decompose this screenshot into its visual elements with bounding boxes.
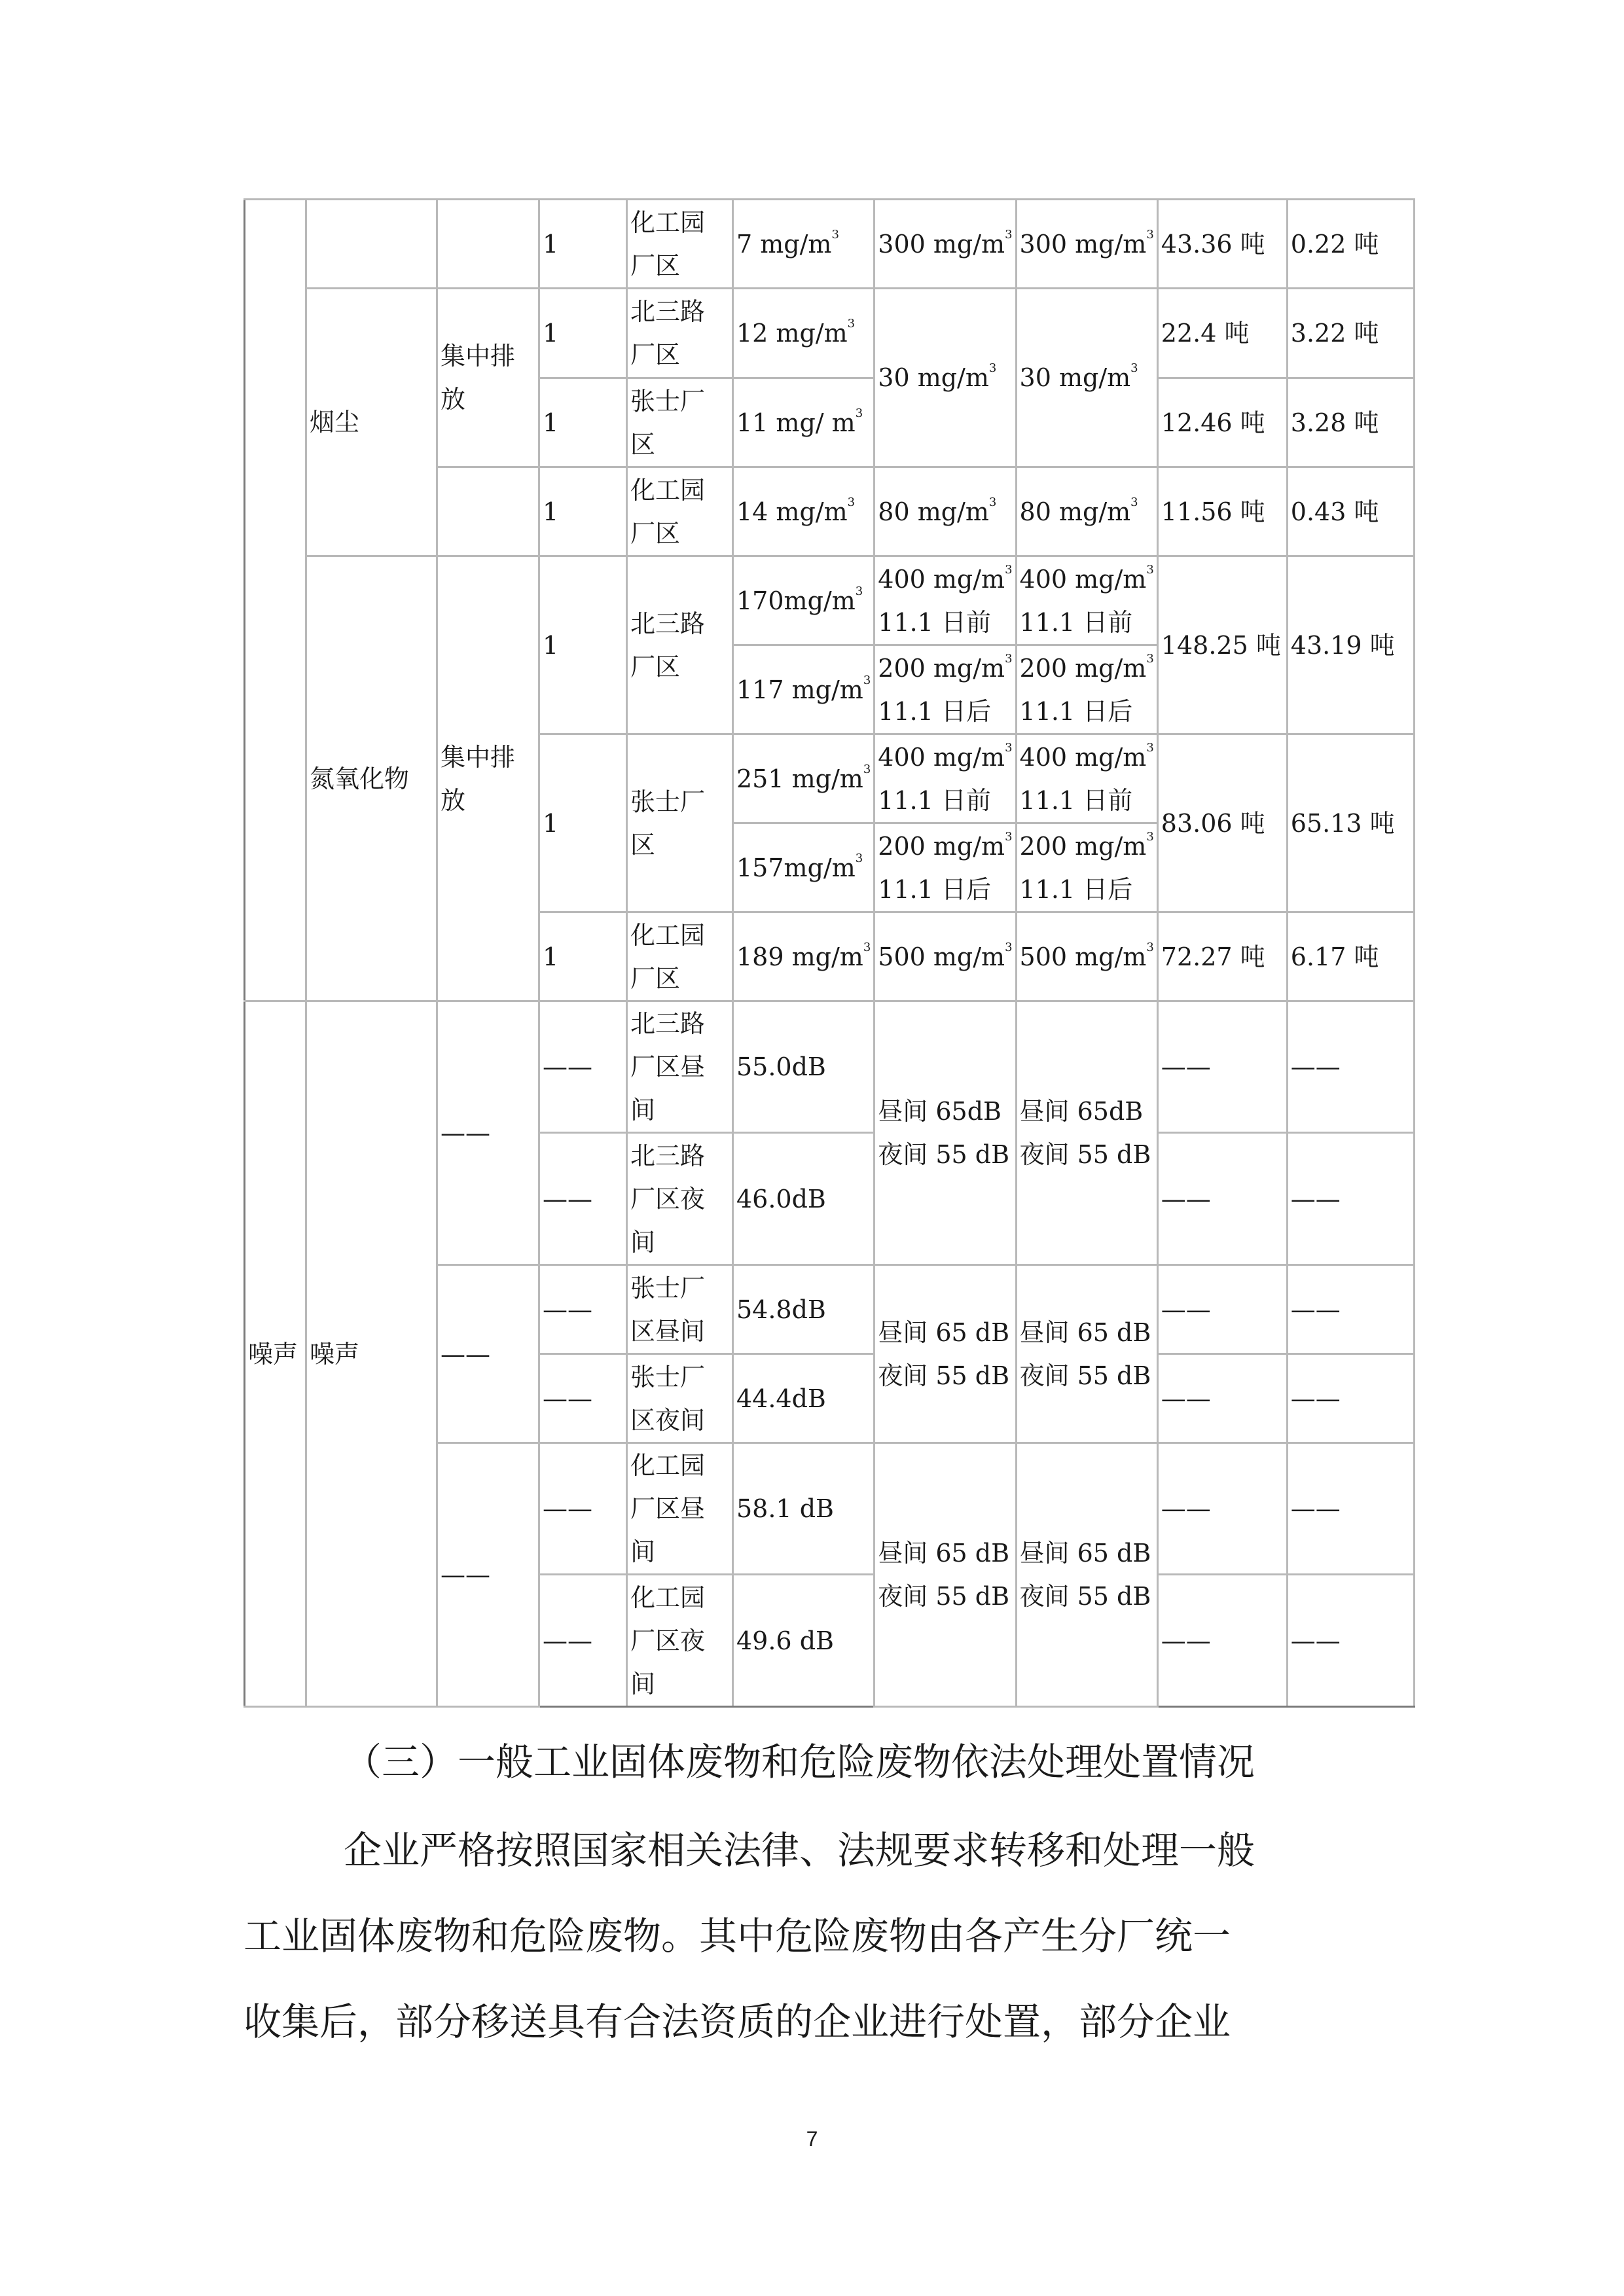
total-cell: 72.27 吨 bbox=[1157, 912, 1287, 1001]
standard-cell: 300 $mg/m^3$ bbox=[1016, 200, 1157, 289]
standard-cell: 400 $mg/m^3$ 11.1 日前 bbox=[875, 734, 1016, 823]
site-cell: 北三路厂区 bbox=[627, 289, 733, 378]
standard-cell: 80 $mg/m^3$ bbox=[1016, 467, 1157, 556]
standard-cell: 30 $mg/m^3$ bbox=[875, 289, 1016, 467]
count-cell: 1 bbox=[539, 912, 627, 1001]
excess-cell: 3.22 吨 bbox=[1287, 289, 1414, 378]
excess-cell: —— bbox=[1287, 1443, 1414, 1575]
site-cell: 张士厂区 bbox=[627, 734, 733, 912]
paragraph-line: 收集后，部分移送具有合法资质的企业进行处置，部分企业 bbox=[244, 2000, 1231, 2044]
excess-cell: 0.43 吨 bbox=[1287, 467, 1414, 556]
total-cell: —— bbox=[1157, 1133, 1287, 1265]
standard-cell: 400 $mg/m^3$ 11.1 日前 bbox=[1016, 556, 1157, 645]
measured-cell: 117 $mg/m^3$ bbox=[733, 645, 875, 734]
table-row bbox=[245, 289, 1415, 378]
site-cell: 化工园厂区夜间 bbox=[627, 1575, 733, 1707]
excess-cell: —— bbox=[1287, 1575, 1414, 1707]
total-cell: 43.36 吨 bbox=[1157, 200, 1287, 289]
mode-cell bbox=[437, 200, 539, 289]
site-cell: 张士厂区夜间 bbox=[627, 1354, 733, 1443]
standard-cell: 400 $mg/m^3$ 11.1 日前 bbox=[875, 556, 1016, 645]
total-cell: 12.46 吨 bbox=[1157, 378, 1287, 467]
measured-cell: 11 mg/ $m^3$ bbox=[733, 378, 875, 467]
standard-cell: 昼间 65 dB 夜间 55 dB bbox=[875, 1443, 1016, 1707]
measured-cell: 12 $mg/m^3$ bbox=[733, 289, 875, 378]
measured-cell: 14 $mg/m^3$ bbox=[733, 467, 875, 556]
total-cell: 22.4 吨 bbox=[1157, 289, 1287, 378]
site-cell: 张士厂区昼间 bbox=[627, 1265, 733, 1354]
section-heading: （三）一般工业固体废物和危险废物依法处理处置情况 bbox=[344, 1740, 1255, 1784]
standard-cell: 昼间 65 dB 夜间 55 dB bbox=[875, 1265, 1016, 1443]
category-cell: 噪声 bbox=[245, 1001, 306, 1707]
excess-cell: 65.13 吨 bbox=[1287, 734, 1414, 912]
standard-cell: 300 $mg/m^3$ bbox=[875, 200, 1016, 289]
total-cell: —— bbox=[1157, 1443, 1287, 1575]
excess-cell: 3.28 吨 bbox=[1287, 378, 1414, 467]
total-cell: 148.25 吨 bbox=[1157, 556, 1287, 734]
mode-cell bbox=[437, 467, 539, 556]
standard-cell: 500 $mg/m^3$ bbox=[875, 912, 1016, 1001]
measured-cell: 189 $mg/m^3$ bbox=[733, 912, 875, 1001]
emissions-table bbox=[244, 198, 1415, 1708]
site-cell: 化工园厂区昼间 bbox=[627, 1443, 733, 1575]
count-cell: 1 bbox=[539, 378, 627, 467]
excess-cell: —— bbox=[1287, 1265, 1414, 1354]
excess-cell: 43.19 吨 bbox=[1287, 556, 1414, 734]
standard-cell: 400 $mg/m^3$ 11.1 日前 bbox=[1016, 734, 1157, 823]
standard-cell: 200 $mg/m^3$ 11.1 日后 bbox=[1016, 823, 1157, 912]
site-cell: 化工园厂区 bbox=[627, 467, 733, 556]
measured-cell: 251 $mg/m^3$ bbox=[733, 734, 875, 823]
paragraph-line: 工业固体废物和危险废物。其中危险废物由各产生分厂统一 bbox=[244, 1914, 1231, 1958]
total-cell: 11.56 吨 bbox=[1157, 467, 1287, 556]
standard-cell: 500 $mg/m^3$ bbox=[1016, 912, 1157, 1001]
site-cell: 北三路厂区 bbox=[627, 556, 733, 734]
excess-cell: —— bbox=[1287, 1354, 1414, 1443]
count-cell: 1 bbox=[539, 200, 627, 289]
measured-cell: $170mg/m^3$ bbox=[733, 556, 875, 645]
excess-cell: —— bbox=[1287, 1001, 1414, 1133]
total-cell: —— bbox=[1157, 1354, 1287, 1443]
mode-cell: —— bbox=[437, 1001, 539, 1265]
table-row bbox=[245, 200, 1415, 289]
total-cell: —— bbox=[1157, 1265, 1287, 1354]
page-number: 7 bbox=[806, 2127, 818, 2151]
count-cell: 1 bbox=[539, 734, 627, 912]
site-cell: 张士厂区 bbox=[627, 378, 733, 467]
standard-cell: 昼间 65dB 夜间 55 dB bbox=[1016, 1001, 1157, 1265]
standard-cell: 80 $mg/m^3$ bbox=[875, 467, 1016, 556]
measured-cell: 46.0dB bbox=[733, 1133, 875, 1265]
standard-cell: 200 $mg/m^3$ 11.1 日后 bbox=[875, 645, 1016, 734]
table-row bbox=[245, 556, 1415, 645]
measured-cell: 7 $mg/m^3$ bbox=[733, 200, 875, 289]
standard-cell: 昼间 65 dB 夜间 55 dB bbox=[1016, 1265, 1157, 1443]
measured-cell: 54.8dB bbox=[733, 1265, 875, 1354]
count-cell: —— bbox=[539, 1575, 627, 1707]
table-row bbox=[245, 1001, 1415, 1133]
excess-cell: 6.17 吨 bbox=[1287, 912, 1414, 1001]
standard-cell: 昼间 65dB 夜间 55 dB bbox=[875, 1001, 1016, 1265]
excess-cell: —— bbox=[1287, 1133, 1414, 1265]
count-cell: —— bbox=[539, 1133, 627, 1265]
pollutant-cell bbox=[306, 200, 437, 289]
excess-cell: 0.22 吨 bbox=[1287, 200, 1414, 289]
count-cell: —— bbox=[539, 1443, 627, 1575]
pollutant-cell: 噪声 bbox=[306, 1001, 437, 1707]
mode-cell: —— bbox=[437, 1265, 539, 1443]
count-cell: 1 bbox=[539, 556, 627, 734]
standard-cell: 30 $mg/m^3$ bbox=[1016, 289, 1157, 467]
count-cell: 1 bbox=[539, 467, 627, 556]
measured-cell: 44.4dB bbox=[733, 1354, 875, 1443]
total-cell: 83.06 吨 bbox=[1157, 734, 1287, 912]
count-cell: 1 bbox=[539, 289, 627, 378]
mode-cell: 集中排放 bbox=[437, 289, 539, 467]
pollutant-cell: 氮氧化物 bbox=[306, 556, 437, 1001]
total-cell: —— bbox=[1157, 1001, 1287, 1133]
count-cell: —— bbox=[539, 1265, 627, 1354]
measured-cell: 55.0dB bbox=[733, 1001, 875, 1133]
standard-cell: 昼间 65 dB 夜间 55 dB bbox=[1016, 1443, 1157, 1707]
standard-cell: 200 $mg/m^3$ 11.1 日后 bbox=[1016, 645, 1157, 734]
measured-cell: $157mg/m^3$ bbox=[733, 823, 875, 912]
site-cell: 北三路厂区昼间 bbox=[627, 1001, 733, 1133]
measured-cell: 58.1 dB bbox=[733, 1443, 875, 1575]
count-cell: —— bbox=[539, 1354, 627, 1443]
measured-cell: 49.6 dB bbox=[733, 1575, 875, 1707]
site-cell: 化工园厂区 bbox=[627, 912, 733, 1001]
category-cell bbox=[245, 200, 306, 1001]
total-cell: —— bbox=[1157, 1575, 1287, 1707]
mode-cell: —— bbox=[437, 1443, 539, 1707]
count-cell: —— bbox=[539, 1001, 627, 1133]
paragraph-line: 企业严格按照国家相关法律、法规要求转移和处理一般 bbox=[344, 1828, 1255, 1873]
site-cell: 北三路厂区夜间 bbox=[627, 1133, 733, 1265]
pollutant-cell: 烟尘 bbox=[306, 289, 437, 556]
standard-cell: 200 $mg/m^3$ 11.1 日后 bbox=[875, 823, 1016, 912]
site-cell: 化工园厂区 bbox=[627, 200, 733, 289]
mode-cell: 集中排放 bbox=[437, 556, 539, 1001]
